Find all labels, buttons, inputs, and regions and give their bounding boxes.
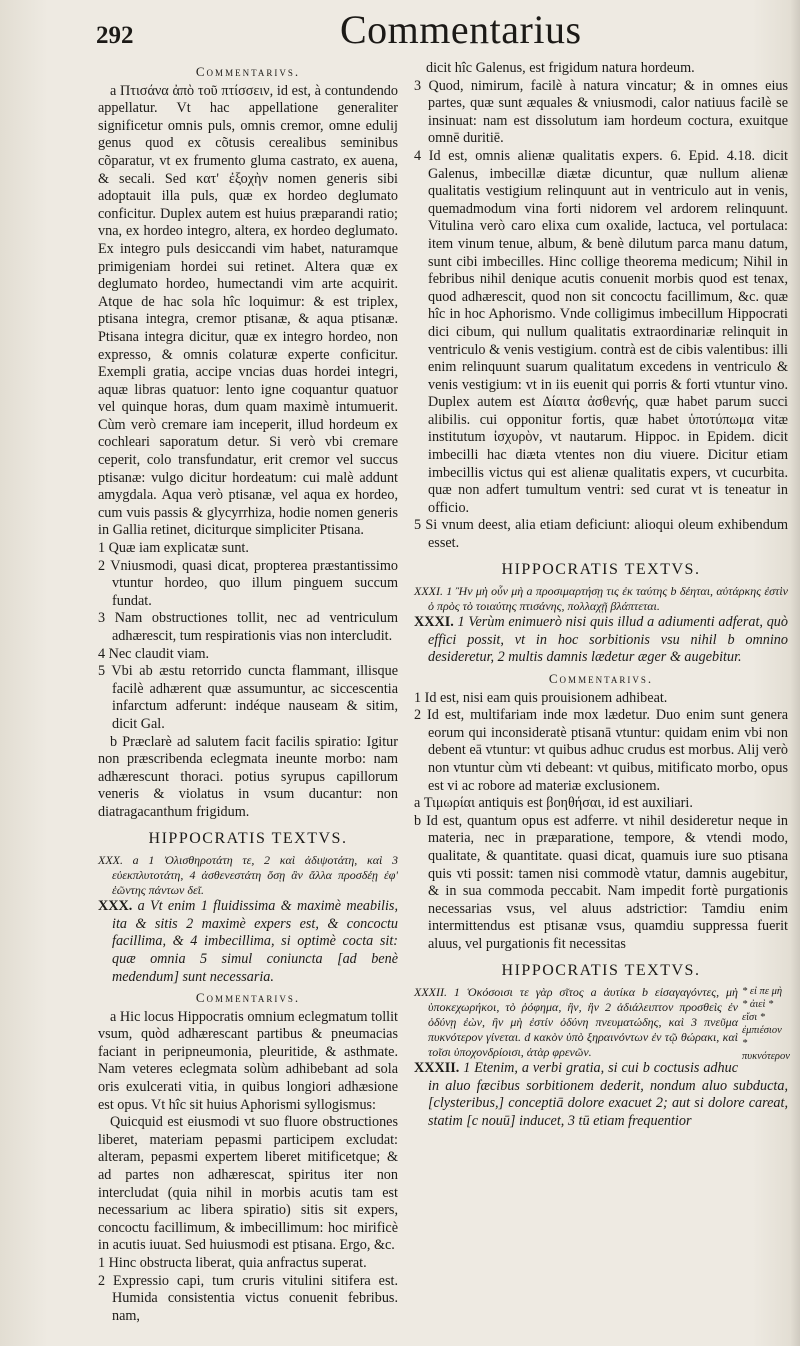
latin-text-body: 1 Etenim, a verbi gratia, si cui b coctusis adhuc in aluo fæcibus sorbitionem dederit, nondum aluo subducta, [clysteribus,] conceptiā dolore exacuet 2; aut si dolore careat, statim [c nouū] inducet, 3 tū etiam frequentior: [428, 1060, 788, 1129]
note-paragraph: 2 Id est, multifariam inde mox lædetur. Duo enim sunt genera eorum qui inconsideratè ptisanā vtuntur: quidam enim vbi non debent eā vtuntur: vt quibus adhuc crudus est morbus. Alij verò non vtuntur cùm vti debeant: vt quibus, mitificato morbo, opus est vi ac robore ad materiæ exclusionem.: [414, 707, 788, 794]
note-paragraph: 1 Quæ iam explicatæ sunt.: [98, 540, 249, 557]
margin-note: * εἰ πε μὴ * ἀιεὶ * εἴσι * ἐμπιέσιον * πυκνότερον: [742, 986, 790, 1063]
section-title: HIPPOCRATIS TEXTVS.: [148, 829, 348, 847]
note-paragraph: 4 Nec claudit viam.: [98, 645, 210, 662]
commentary-paragraph: a Πτισάνα ἀπὸ τοῦ πτίσσειν, id est, à contundendo appellatur. Vt hac appellatione generaliter significetur omnis puls, omnis cremor, omne edulij genus quod ex cõtusis cerealibus seminibus cõparatur, vt ex frumento gluma castrato, ex auena, & secali. Sed κατ' ἐξοχὴν nomen generis sibi adoptauit illa puls, quæ ex hordeo deglumato conficitur. Duplex autem est huius præparandi ratio; vna, ex hordeo integro, altera, ex hordeo deglumato. Ex integro puls desiccandi vim habet, naturamque primigeniam hordei sui retinet. Altera quæ ex deglumato hordeo, humectandi vim arte acquirit. Atque de hac sola hîc loquimur: & est triplex, ptisana integra, cremor ptisanæ, & aqua ptisanæ. Ptisana integra dicitur, quæ ex integro hordeo, non expresso, & omnis colaturæ experte conficitur. Exempli gratia, accipe vncias duas hordei integri, aquæ libras quatuor: lento igne coquantur quatuor vel quinque horas, dum quam maximè intumuerit. Cùm verò cremare iam inceperit, illud hordeum ex cochleari saporatum detur. Si verò vbi cremare ceperit, colo transfundatur, erit cremor vel succus ptisanæ: vulgo dicitur hordeatum: cui malè addunt amygdala. Aqua verò ptisanæ, vel aqua ex hordeo, cum vuis passis & glycyrrhiza, hodie nomen generis in Gallia retinet, diciturque simpliciter Ptisana.: [98, 82, 398, 539]
greek-text: XXXI. 1 Ἢν μὴ οὖν μὴ a προσιμαρτήσῃ τις ἐκ ταύτης b δέηται, αὐτάρκης ἐστὶν ὁ πρὸς τὸ τοιαύτης πτισάνης, πολλαχῇ βλάπτεται.: [414, 584, 788, 614]
section-title: HIPPOCRATIS TEXTVS.: [501, 961, 701, 979]
page-number: 292: [96, 22, 134, 49]
latin-translation: [98, 898, 398, 986]
note-paragraph: 2 Expressio capi, tum cruris vitulini sitifera est. Humida consistentia victus conuenit febribus. nam,: [98, 1272, 398, 1324]
latin-text-body: a Vt enim 1 fluidissima & maximè meabilis, ita & sitis 2 maximè expers est, & concoctu facillima, & 4 imbecillima, si optimè cocta sit: quæ omnia 5 simul coniuncta [ad benè medendum] sunt necessaria.: [112, 898, 398, 985]
note-paragraph: b Id est, quantum opus est adferre. vt nihil desideretur neque in materia, nec in præparatione, tempore, & vtendi modo, qualitate, & quantitate. quasi dicat, quamuis iure suo ptisana quis vti possit: tamen nisi commodè vtatur, damnis augebitur, & in sua commoda peccabit. Nam impedit fortè purgationis necessarias vsus, vel aluus adstrictior: Tamdiu enim intermittendus est ptisanæ vsus, quamdiu suppressa fuerit aluus, vel purgationis fit necessitas: [414, 812, 788, 952]
note-paragraph: 3 Quod, nimirum, facilè à natura vincatur; & in omnes eius partes, quæ sunt æquales & vniusmodi, calor natiuus facilè se insinuat: nam est dissolutum iam hordeum coctura, exuitque omnē duritiē.: [414, 77, 788, 147]
greek-text: XXXII. 1 Ὁκόσοισι τε γὰρ σῖτος a ἀυτίκα b εἰσαγαγόντες, μὴ ὑποκεχωρήκοι, τὸ ῥόφημα, ἢν, ἢν 2 ἀδιάλειπτον προσθεὶς ἐν ὀδύνῃ ἐὼν, ἢν μὴ ἐστίν ὀδύνη πνευματώδης, καὶ 3 πνεῦμα πυκνότερον γίνεται. d κακὸν ὑπὸ ξηραινόντων ἐν τῷ θώρακι, καὶ τοῖσι ὑποχονδρίοισι, ἀτὰρ φρενῶν.: [414, 985, 738, 1060]
page-edge-shadow: [790, 0, 800, 1346]
text-number: XXXII.: [414, 1060, 460, 1077]
greek-text: XXX. a 1 Ὀλισθηροτάτη τε, 2 καὶ ἀδιψοτάτη, καὶ 3 εὐεκπλυτοτάτη, 4 ἀσθενεστάτη ὅσῃ ἂν ἄλλα προσδέῃ ἐφ' ἑῶντης πάντων δεῖ.: [98, 853, 398, 898]
note-paragraph: 2 Vniusmodi, quasi dicat, propterea præstantissimo vtuntur hordeo, quo illum pinguem succum fundat.: [98, 557, 398, 609]
running-head: Commentarius: [340, 7, 582, 52]
note-paragraph: 5 Si vnum deest, alia etiam deficiunt: alioqui oleum exhibendum esset.: [414, 517, 788, 552]
note-paragraph: 1 Id est, nisi eam quis prouisionem adhibeat.: [414, 689, 668, 706]
text-number: XXX.: [98, 898, 133, 915]
text-number: XXXI.: [414, 614, 454, 631]
commentary-paragraph: dicit hîc Galenus, est frigidum natura hordeum.: [426, 60, 695, 76]
note-paragraph: a Τιμωρίαι antiquis est βοηθήσαι, id est auxiliari.: [414, 795, 693, 812]
note-paragraph: 1 Hinc obstructa liberat, quia anfractus superat.: [98, 1255, 367, 1271]
section-title: HIPPOCRATIS TEXTVS.: [501, 560, 701, 578]
greek-text-block: [414, 985, 790, 1063]
commentary-heading: Commentarivs.: [195, 990, 301, 1006]
left-column: [98, 60, 398, 1325]
commentary-paragraph: b Præclarè ad salutem facit facilis spiratio: Igitur non præscribenda eclegmata ineunte morbo: nam adhærescunt thoraci. potius syrupus capillorum veneris & violatus in vsum ducantur: non diatragacanthum frigidum.: [98, 733, 398, 820]
commentary-heading: Commentarivs.: [195, 64, 301, 79]
latin-translation: [414, 614, 788, 667]
commentary-paragraph: a Hic locus Hippocratis omnium eclegmatum tollit vsum, quòd adhærescant partibus & pneumacias faciant in peripneumonia, pleuritide, & asthmate. Nam veteres eclegmata solùm adhibebant ad sola oris exulcerati vitia, in quibus longiori adhæsione est opus. Vt hîc sit huius Aphorismi syllogismus:: [98, 1008, 398, 1113]
note-paragraph: 4 Id est, omnis alienæ qualitatis expers. 6. Epid. 4.18. dicit Galenus, imbecillæ diætæ dicuntur, quæ nullum alienæ qualitatis vestigium relinquunt aut in ventriculo aut in venis, quemadmodum vina forti nidorem vel ardorem relinquunt. Vitulina verò caro elixa cum oxalide, lactuca, vel portulaca: item vinum tenue, album, & benè dilutum parca manu datum, sunt cibi imbecilles. Hinc collige theorema medicum; Nihil in febribus nihil denique acutis conuenit morbis quod est tenax, quod adhærescit, quod non sit concoctu facillimum, &c. quæ hîc in hoc Aphorismo. Vnde colligimus imbecillum Hippocrati dici cibum, qui nullum qualitatis extraordinariæ relinquit in ventriculo & venis vestigium. contrà est de cibis valentibus: illi enim relinquunt suarum qualitatum excedens in ventriculo & venis vestigium: vt in iis euenit qui porris & forti vtuntur vino. Duplex autem est Δίαιτα ἀσθενής, quæ habet parum succi alibilis. cui opponitur fortis, quæ habet ὑποτύπωμα vitæ institutum ἰσχυρὸν, vt nautarum. Hippoc. in Epidem. dicit imbecilli hac diæta vtentes non diu viuere. Dicitur etiam imbecillis victus qui est alienæ qualitatis expers, vt cucurbita. quæ non adfert tumultum ventri: sed curat vt is teneatur in officio.: [414, 147, 788, 516]
latin-translation: [414, 1060, 788, 1130]
commentary-paragraph: Quicquid est eiusmodi vt suo fluore obstructiones liberet, materiam pepasmi participem excludat: alteram, pepasmi expertem liberet mitificetque; & ad partes non adhærescat, spiritus iter non intercludat (quia nihil in morbis acutis tam est necessarium ac libera spiratio) sitis sit expers, concoctu facillimum, & imbecillimum: hoc mirificè in acutis iuuat. Sed huiusmodi est ptisana. Ergo, &c.: [98, 1114, 398, 1254]
note-paragraph: 5 Vbi ab æstu retorrido cuncta flammant, illisque facilè adhærent quæ assumuntur, ac siccescentia infarctum adferunt: indéque nauseam & sitim, dicit Gal.: [98, 663, 398, 732]
commentary-heading: Commentarivs.: [548, 671, 654, 686]
right-column: [414, 60, 788, 1130]
note-paragraph: 3 Nam obstructiones tollit, nec ad ventriculum adhærescit, tum respirationis vias non intercludit.: [98, 610, 398, 644]
latin-text-body: 1 Verùm enimuerò nisi quis illud a adiumenti adferat, quò effici possit, vt in hoc sorbitionis vsu nihil b omnino desideretur, 2 multis damnis lædetur æger & augebitur.: [428, 614, 788, 666]
